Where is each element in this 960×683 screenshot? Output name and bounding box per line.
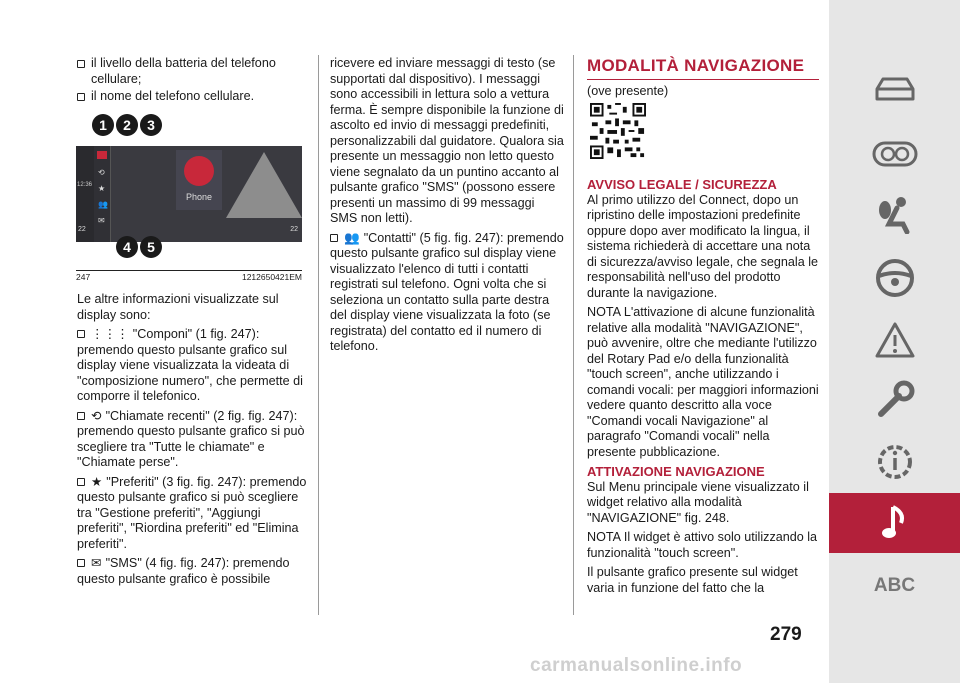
intro-paragraph: Le altre informazioni visualizzate sul display sono: [77, 292, 279, 322]
page-number: 279 [770, 624, 802, 645]
recent-calls-icon: ⟲ [98, 168, 105, 177]
sms-icon: ✉ [91, 556, 102, 570]
list-item: ★ "Preferiti" (3 fig. fig. 247): premendo questo pulsante grafico si può scegliere tra "Gestione preferiti", "Aggiungi preferiti", "Riordina preferiti" ed "Elimina preferiti". [77, 474, 307, 551]
contacts-icon: 👥 [98, 200, 108, 209]
column-divider [573, 55, 574, 615]
list-item: il livello della batteria del telefono cellulare; [77, 56, 310, 87]
list-item: il nome del telefono cellulare. [77, 89, 310, 105]
cloverleaf-emblem [226, 152, 302, 218]
list-item: ⋮⋮⋮ "Componi" (1 fig. 247): premendo questo pulsante grafico sul display viene visualizzata la videata di "composizione numero", che permette di comporre il telefonico. [77, 327, 303, 403]
column-2 [330, 56, 565, 355]
paragraph: NOTA L'attivazione di alcune funzionalità relative alla modalità "NAVIGAZIONE", può avvenire, oltre che mediante l'utilizzo del Rotary Pad e/o della funzionalità "touch screen", anche utilizzando i comandi vocali: per maggiori informazioni vedere quanto descritto alla voce "Comandi vocali Navigazione" al paragrafo "Comandi vocali" nella presente pubblicazione. [587, 305, 819, 459]
warning-triangle-icon[interactable] [829, 310, 960, 370]
callout-1: 1 [92, 114, 114, 136]
gear-info-icon[interactable] [829, 432, 960, 492]
airbag-person-icon[interactable] [829, 184, 960, 244]
subheading-activation: ATTIVAZIONE NAVIGAZIONE [587, 464, 765, 479]
paragraph: NOTA Il widget è attivo solo utilizzando la funzionalità "touch screen". [587, 530, 818, 560]
callout-5: 5 [140, 236, 162, 258]
list-item: ✉ "SMS" (4 fig. fig. 247): premendo questo pulsante grafico è possibile [77, 556, 290, 586]
car-icon[interactable] [829, 60, 960, 120]
status-bar: 12:36 22 [76, 146, 94, 242]
qr-code [590, 103, 646, 159]
chapter-sidebar [829, 0, 960, 683]
list-item: 👥 "Contatti" (5 fig. fig. 247): premendo questo pulsante grafico sul display viene visualizzato l'elenco di tutti i contatti registrati sul telefono. Ogni volta che si seleziona un contatto sulla parte destra del display viene visualizzata la foto (se registrata) del contatto ed il numero di telefono. [330, 230, 564, 353]
dashboard-gauges-icon[interactable] [829, 124, 960, 184]
sms-paragraph: ricevere ed inviare messaggi di testo (se supportati dal dispositivo). I messaggi sono accessibili in lettura solo a vettura ferma. È sempre disponibile la funzione di ascolto ed invio di messaggi predefiniti, personalizzabili dal guidatore. Qualora sia presente un messaggio non letto questo viene segnalato da un puntino accanto al pulsante grafico "SMS" (possono essere presenti un massimo di 99 messaggi SMS non letti). [330, 56, 564, 225]
music-note-icon[interactable] [829, 493, 960, 553]
paragraph: Al primo utilizzo del Connect, dopo un ripristino delle impostazioni predefinite oppure dopo aver modificato la lingua, il sistema richiederà di accettare una nota di sicurezza/avviso legale, che segnala le responsabilità nell'uso del prodotto durante la navigazione. [587, 192, 819, 300]
contacts-icon: 👥 [344, 230, 360, 245]
keypad-icon [97, 151, 107, 159]
callout-4: 4 [116, 236, 138, 258]
steering-wheel-icon[interactable] [829, 248, 960, 308]
subheading-legal: AVVISO LEGALE / SICUREZZA [587, 177, 777, 192]
paragraph: Sul Menu principale viene visualizzato il widget relativo alla modalità "NAVIGAZIONE" fig. 248. [587, 479, 809, 525]
column-3-subtitle: (ove presente) [587, 84, 669, 98]
column-1-body [77, 292, 310, 587]
callout-2: 2 [116, 114, 138, 136]
wrench-icon[interactable] [829, 370, 960, 430]
list-item: ⟲ "Chiamate recenti" (2 fig. fig. 247): premendo questo pulsante grafico si può scegliere tra "Tutte le chiamate" e "Chiamate perse". [77, 408, 305, 469]
column-divider [318, 55, 319, 615]
display-screenshot: 12:36 22 ⟲ ★ 👥 ✉ Phone 22 [76, 146, 302, 242]
figure-caption: 247 1212650421EM [76, 272, 302, 282]
column-1 [77, 56, 310, 105]
sms-icon: ✉ [98, 216, 105, 225]
abc-label[interactable]: ABC [873, 575, 916, 596]
figure-247 [76, 104, 302, 264]
keypad-icon: ⋮⋮⋮ [91, 327, 129, 341]
star-icon: ★ [91, 474, 103, 489]
phone-tile: Phone [176, 150, 222, 210]
watermark: carmanualsonline.info [530, 655, 743, 676]
star-icon: ★ [98, 184, 106, 193]
phone-icons-column [94, 146, 111, 242]
callout-3: 3 [140, 114, 162, 136]
paragraph: Il pulsante grafico presente sul widget varia in funzione del fatto che la [587, 565, 798, 595]
phone-logo [184, 156, 214, 186]
section-title: MODALITÀ NAVIGAZIONE [587, 56, 819, 80]
column-3-body [587, 177, 822, 596]
recent-calls-icon: ⟲ [91, 408, 102, 423]
